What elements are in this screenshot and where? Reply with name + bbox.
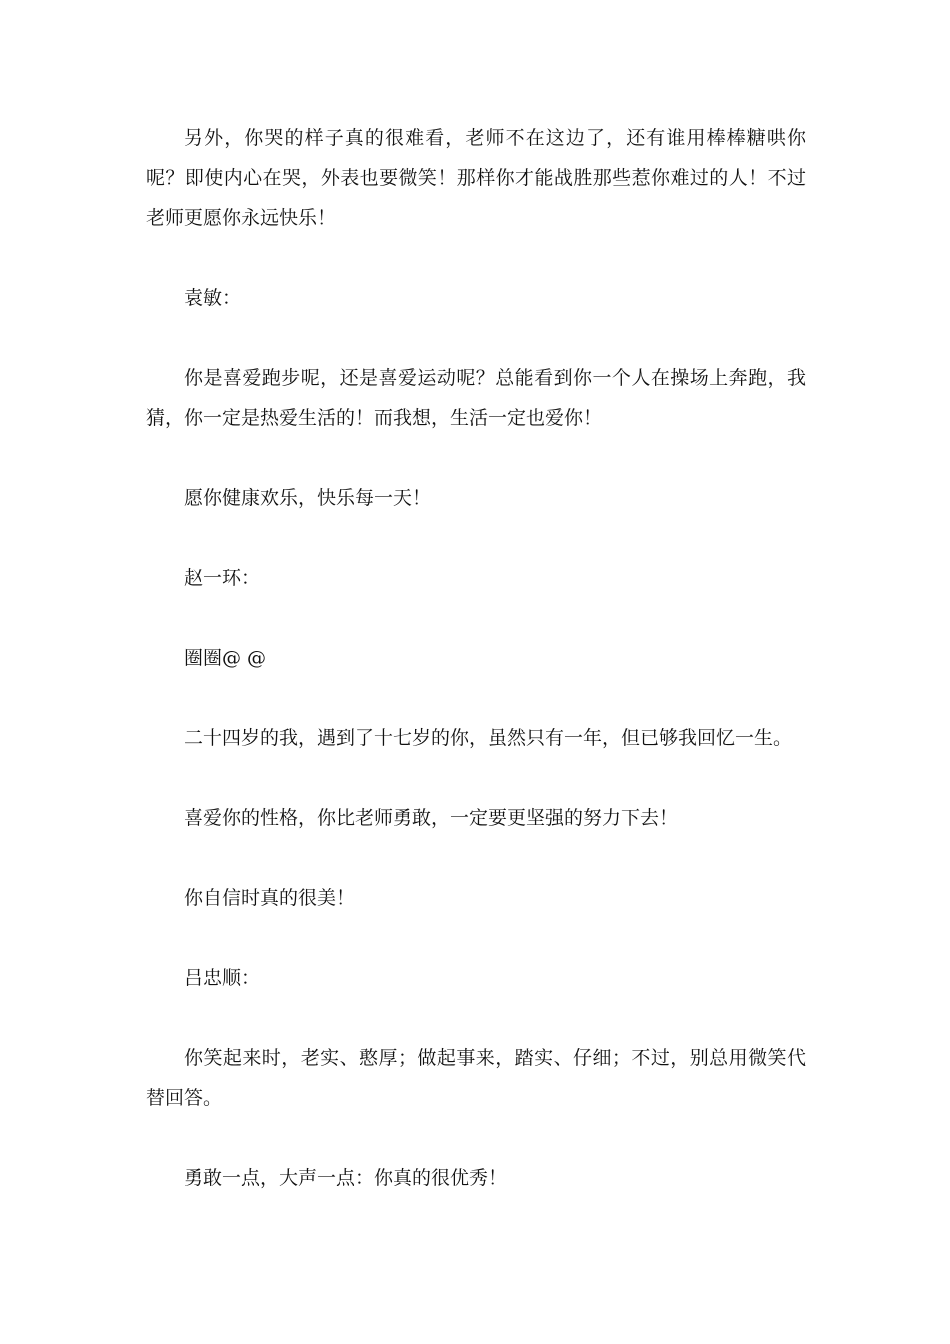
paragraph-2-name-yuanmin: 袁敏： [184,287,242,309]
paragraph-9: 你自信时真的很美！ [184,887,356,909]
paragraph-8: 喜爱你的性格，你比老师勇敢，一定要更坚强的努力下去！ [184,807,679,829]
paragraph-12: 勇敢一点，大声一点：你真的很优秀！ [184,1167,508,1189]
paragraph-1: 另外，你哭的样子真的很难看，老师不在这边了，还有谁用棒棒糖哄你呢？即使内心在哭，外表也要微笑！那样你才能战胜那些惹你难过的人！不过老师更愿你永远快乐！ [146,127,806,229]
paragraph-5-name-zhaoyihuan: 赵一环： [184,567,261,589]
document-body [146,118,806,1238]
paragraph-11: 你笑起来时，老实、憨厚；做起事来，踏实、仔细；不过，别总用微笑代替回答。 [146,1047,806,1109]
paragraph-6: 圈圈@ @ [184,647,267,669]
paragraph-10-name-lvzhongshun: 吕忠顺： [184,967,261,989]
paragraph-3: 你是喜爱跑步呢，还是喜爱运动呢？总能看到你一个人在操场上奔跑，我猜，你一定是热爱生活的！而我想，生活一定也爱你！ [146,367,806,429]
paragraph-4: 愿你健康欢乐，快乐每一天！ [184,487,432,509]
paragraph-7: 二十四岁的我，遇到了十七岁的你，虽然只有一年，但已够我回忆一生。 [184,727,793,749]
